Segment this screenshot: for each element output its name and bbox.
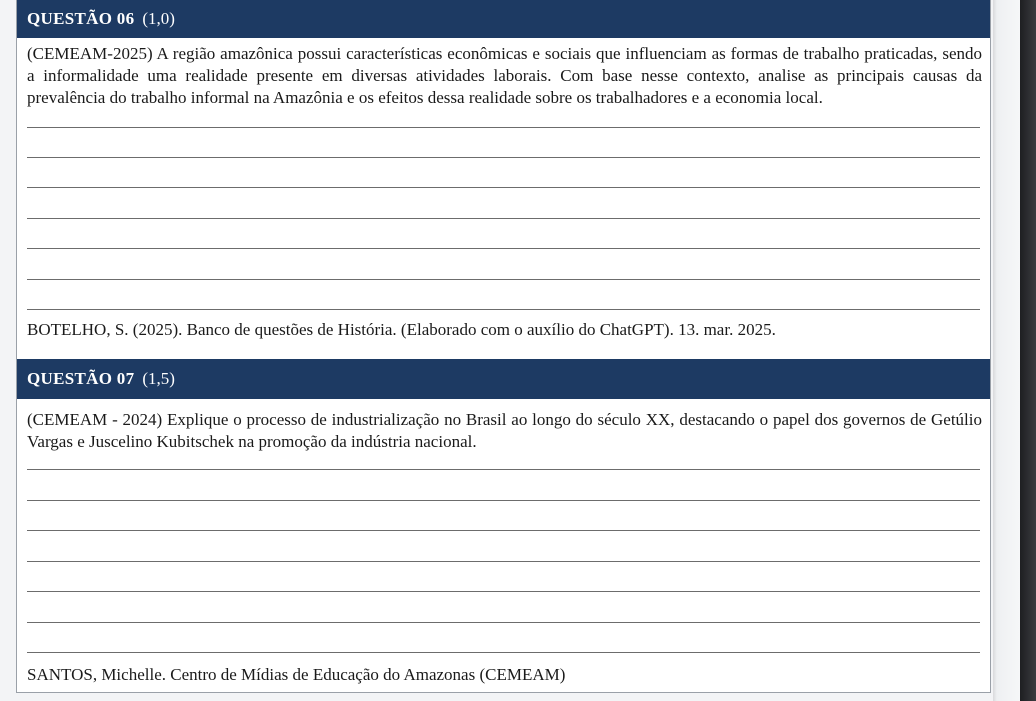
exam-sheet xyxy=(16,0,991,693)
question-07-header xyxy=(17,359,990,399)
background-edge xyxy=(1020,0,1036,701)
question-06-answer-line[interactable] xyxy=(27,127,980,128)
question-07-title: QUESTÃO 07 xyxy=(27,369,135,388)
question-06-answer-line[interactable] xyxy=(27,157,980,158)
question-06-header xyxy=(17,0,990,38)
question-06-answer-line[interactable] xyxy=(27,309,980,310)
question-06-answer-line[interactable] xyxy=(27,279,980,280)
question-06-text: (CEMEAM-2025) A região amazônica possui características econômicas e sociais que influenciam as formas de trabalho praticadas, sendo a informalidade uma realidade presente em diversas atividades laborais. Com base nesse contexto, analise as principais causas da prevalência do trabalho informal na Amazônia e os efeitos dessa realidade sobre os trabalhadores e a economia local. xyxy=(27,44,982,107)
question-06-title: QUESTÃO 06 xyxy=(27,9,135,28)
question-07-answer-line[interactable] xyxy=(27,530,980,531)
question-07-answer-line[interactable] xyxy=(27,652,980,653)
question-07-answer-line[interactable] xyxy=(27,622,980,623)
question-07-source: SANTOS, Michelle. Centro de Mídias de Educação do Amazonas (CEMEAM) xyxy=(27,665,566,684)
question-06-answer-line[interactable] xyxy=(27,218,980,219)
question-06-points: (1,0) xyxy=(142,9,175,28)
question-06-answer-line[interactable] xyxy=(27,187,980,188)
question-07-answer-line[interactable] xyxy=(27,500,980,501)
question-07-text: (CEMEAM - 2024) Explique o processo de industrialização no Brasil ao longo do século XX, destacando o papel dos governos de Getúlio Vargas e Juscelino Kubitschek na promoção da indústria nacional. xyxy=(27,410,982,451)
question-06-answer-line[interactable] xyxy=(27,248,980,249)
question-06-source: BOTELHO, S. (2025). Banco de questões de História. (Elaborado com o auxílio do ChatGPT). 13. mar. 2025. xyxy=(27,320,776,339)
page-edge xyxy=(993,0,1020,701)
question-07-answer-line[interactable] xyxy=(27,591,980,592)
question-07-answer-line[interactable] xyxy=(27,469,980,470)
question-07-points: (1,5) xyxy=(142,369,175,388)
question-07-answer-line[interactable] xyxy=(27,561,980,562)
